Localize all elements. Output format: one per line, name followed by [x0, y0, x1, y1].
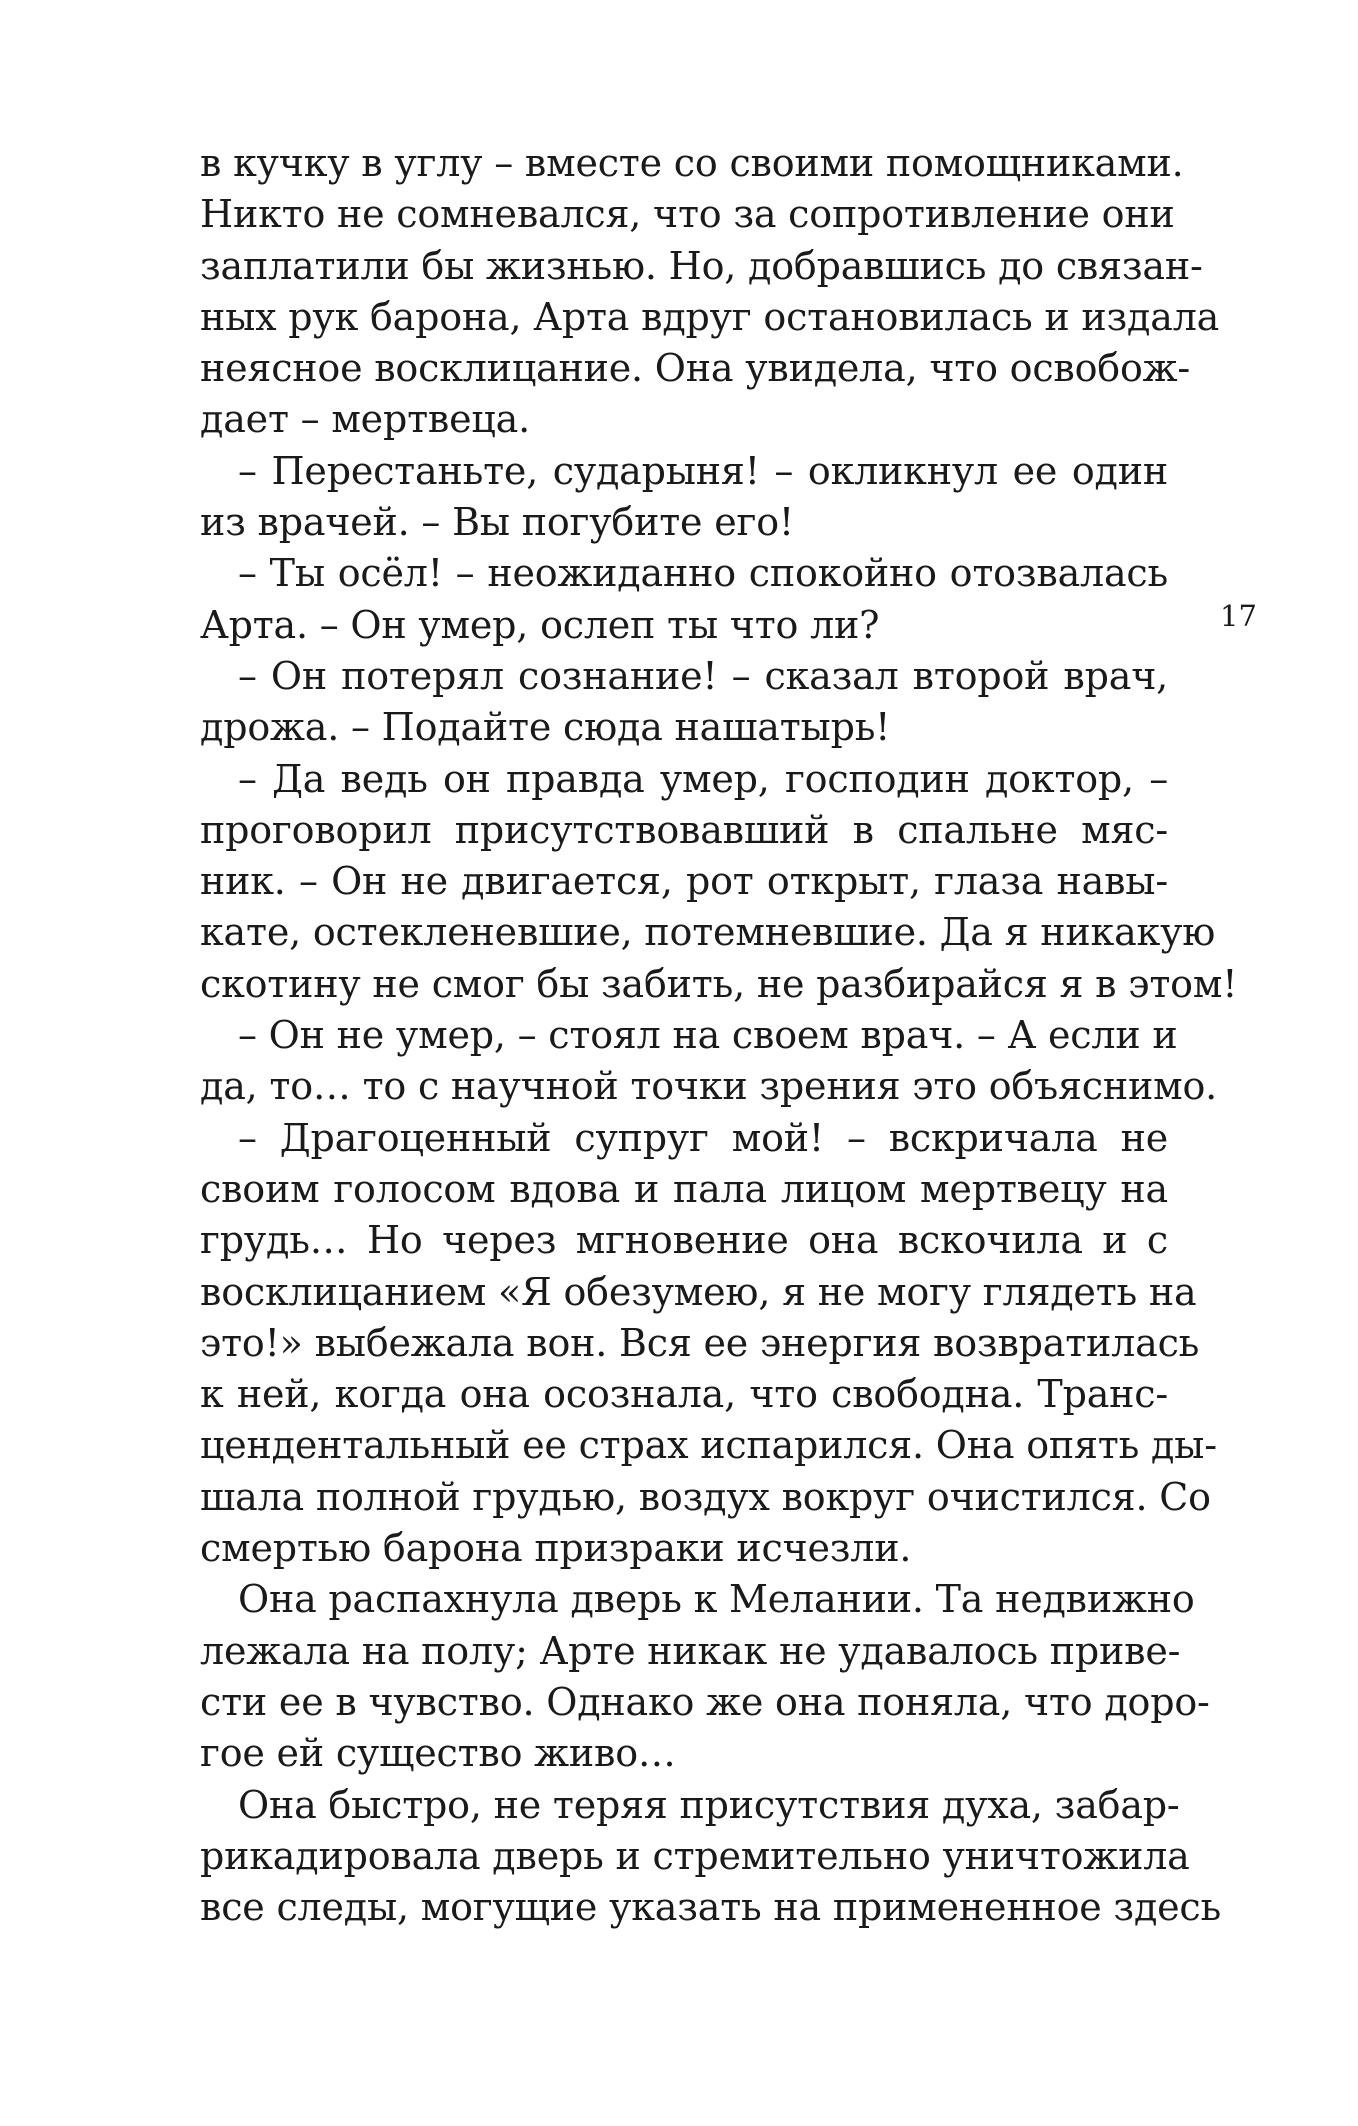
text-line: ник. – Он не двигается, рот открыт, глаза навы- — [200, 859, 1168, 904]
text-line: это!» выбежала вон. Вся ее энергия возвратилась — [200, 1320, 1200, 1365]
text-line: ных рук барона, Арта вдруг остановилась и издала — [200, 294, 1220, 339]
text-line: цендентальный ее страх испарился. Она опять ды- — [200, 1423, 1217, 1468]
text-line: – Драгоценный супруг мой! – вскричала не — [238, 1115, 1168, 1160]
text-line: скотину не смог бы забить, не разбирайся я в этом! — [200, 961, 1238, 1006]
text-line: да, то… то с научной точки зрения это объяснимо. — [200, 1064, 1218, 1109]
text-line: гое ей существо живо… — [200, 1731, 676, 1776]
text-line: рикадировала дверь и стремительно уничтожила — [200, 1833, 1190, 1878]
text-line: сти ее в чувство. Однако же она поняла, что доро- — [200, 1679, 1210, 1724]
text-line: Никто не сомневался, что за сопротивление они — [200, 192, 1175, 237]
text-line: – Он потерял сознание! – сказал второй врач, — [238, 653, 1168, 698]
body-text — [200, 138, 1238, 1933]
text-line: в кучку в углу – вместе со своими помощниками. — [200, 141, 1184, 185]
text-line: восклицанием «Я обезумею, я не могу глядеть на — [200, 1269, 1197, 1314]
text-line: смертью барона призраки исчезли. — [200, 1526, 912, 1571]
text-line: дрожа. – Подайте сюда нашатырь! — [200, 705, 891, 750]
text-line: неясное восклицание. Она увидела, что освобож- — [200, 346, 1191, 391]
text-line: дает – мертвеца. — [200, 397, 530, 442]
text-line: к ней, когда она осознала, что свободна. Транс- — [200, 1372, 1168, 1417]
text-line: заплатили бы жизнью. Но, добравшись до связан- — [200, 243, 1203, 288]
text-line: своим голосом вдова и пала лицом мертвецу на — [200, 1166, 1168, 1211]
text-line: – Да ведь он правда умер, господин доктор, – — [238, 756, 1168, 801]
text-line: – Ты осёл! – неожиданно спокойно отозвалась — [238, 551, 1168, 596]
text-line: – Перестаньте, сударыня! – окликнул ее один — [238, 448, 1168, 493]
text-line: – Он не умер, – стоял на своем врач. – А если и — [238, 1013, 1178, 1058]
text-line: Она быстро, не теряя присутствия духа, забар- — [238, 1782, 1180, 1827]
page-number: 17 — [1220, 599, 1257, 633]
text-line: кате, остекленевшие, потемневшие. Да я никакую — [200, 910, 1216, 955]
text-line: Арта. – Он умер, ослеп ты что ли? — [200, 602, 880, 647]
text-line: из врачей. – Вы погубите его! — [200, 500, 794, 545]
text-line: шала полной грудью, воздух вокруг очистился. Со — [200, 1474, 1211, 1519]
text-line: проговорил присутствовавший в спальне мяс- — [200, 807, 1168, 852]
text-line: грудь… Но через мгновение она вскочила и с — [200, 1218, 1168, 1263]
text-line: Она распахнула дверь к Мелании. Та недвижно — [238, 1577, 1195, 1622]
text-line: все следы, могущие указать на примененное здесь — [200, 1885, 1221, 1930]
text-line: лежала на полу; Арте никак не удавалось приве- — [200, 1628, 1181, 1673]
